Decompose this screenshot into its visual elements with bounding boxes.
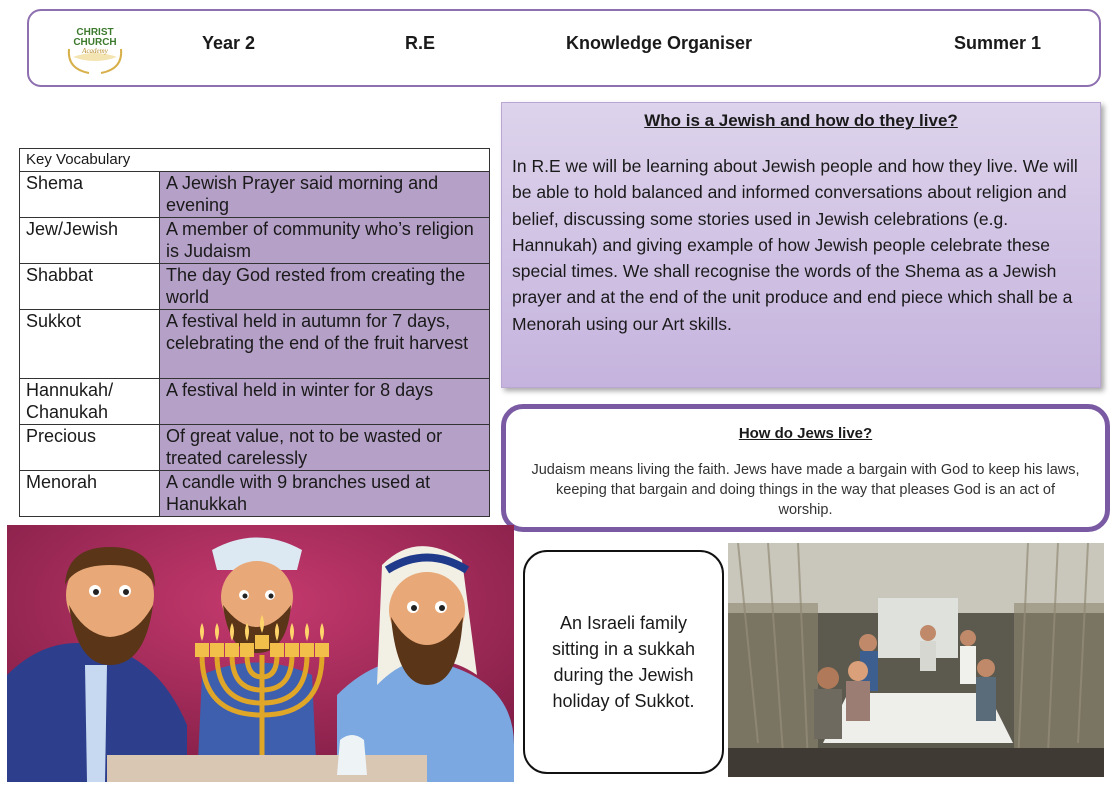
logo-text-line2: CHURCH: [73, 37, 117, 48]
vocab-definition: A member of community who’s religion is Judaism: [160, 218, 490, 264]
term-label: Summer 1: [954, 33, 1042, 53]
vocabulary-title: Key Vocabulary: [20, 149, 490, 172]
how-jews-live-panel: [501, 404, 1110, 532]
who-panel-body: In R.E we will be learning about Jewish people and how they live. We will be able to hold balanced and informed conversations about religion and belief, discussing some stories used in Jewish celebrations (e.g. Hannukah) and giving example of how Jewish people celebrate these special times. We shall recognise the words of the Shema as a Jewish prayer and at the end of the unit produce and end piece which shall be a Menorah using our Art skills.: [512, 156, 1078, 334]
vocab-term: Shema: [20, 172, 160, 218]
table-row: [20, 471, 490, 517]
header-banner: [27, 9, 1101, 87]
who-panel-title: Who is a Jewish and how do they live?: [644, 111, 958, 130]
vocab-definition: A candle with 9 branches used at Hanukkah: [160, 471, 490, 517]
key-vocabulary-table: [19, 148, 490, 517]
table-row: [20, 172, 490, 218]
sukkah-photo-image: [728, 543, 1104, 777]
live-panel-title: How do Jews live?: [738, 425, 873, 442]
live-panel-body: Judaism means living the faith. Jews have made a bargain with God to keep his laws, keeping that bargain and doing things in the way that pleases God is an act of worship.: [531, 462, 1080, 518]
vocab-definition: A festival held in autumn for 7 days, celebrating the end of the fruit harvest: [160, 310, 490, 379]
table-row: [20, 264, 490, 310]
vocab-definition: A Jewish Prayer said morning and evening: [160, 172, 490, 218]
document-title: Knowledge Organiser: [566, 33, 753, 53]
menorah-illustration: [7, 525, 514, 782]
vocab-term: Hannukah/ Chanukah: [20, 379, 160, 425]
photo-caption: An Israeli family sitting in a sukkah during the Jewish holiday of Sukkot.: [523, 550, 724, 774]
vocab-term: Menorah: [20, 471, 160, 517]
table-row: [20, 218, 490, 264]
year-label: Year 2: [202, 33, 256, 53]
vocab-definition: Of great value, not to be wasted or treated carelessly: [160, 425, 490, 471]
subject-label: R.E: [405, 33, 436, 53]
vocab-term: Sukkot: [20, 310, 160, 379]
table-row: [20, 379, 490, 425]
logo-text-line3: Academy: [82, 47, 108, 55]
who-is-jewish-panel: [501, 102, 1101, 388]
menorah-illustration-image: [7, 525, 514, 782]
vocab-definition: A festival held in winter for 8 days: [160, 379, 490, 425]
vocab-term: Precious: [20, 425, 160, 471]
table-row: [20, 310, 490, 379]
table-row: [20, 425, 490, 471]
school-logo: [59, 19, 131, 79]
logo-text-line1: CHRIST: [76, 27, 114, 38]
vocab-definition: The day God rested from creating the world: [160, 264, 490, 310]
vocab-term: Shabbat: [20, 264, 160, 310]
vocab-term: Jew/Jewish: [20, 218, 160, 264]
sukkah-family-photo: [728, 543, 1104, 777]
